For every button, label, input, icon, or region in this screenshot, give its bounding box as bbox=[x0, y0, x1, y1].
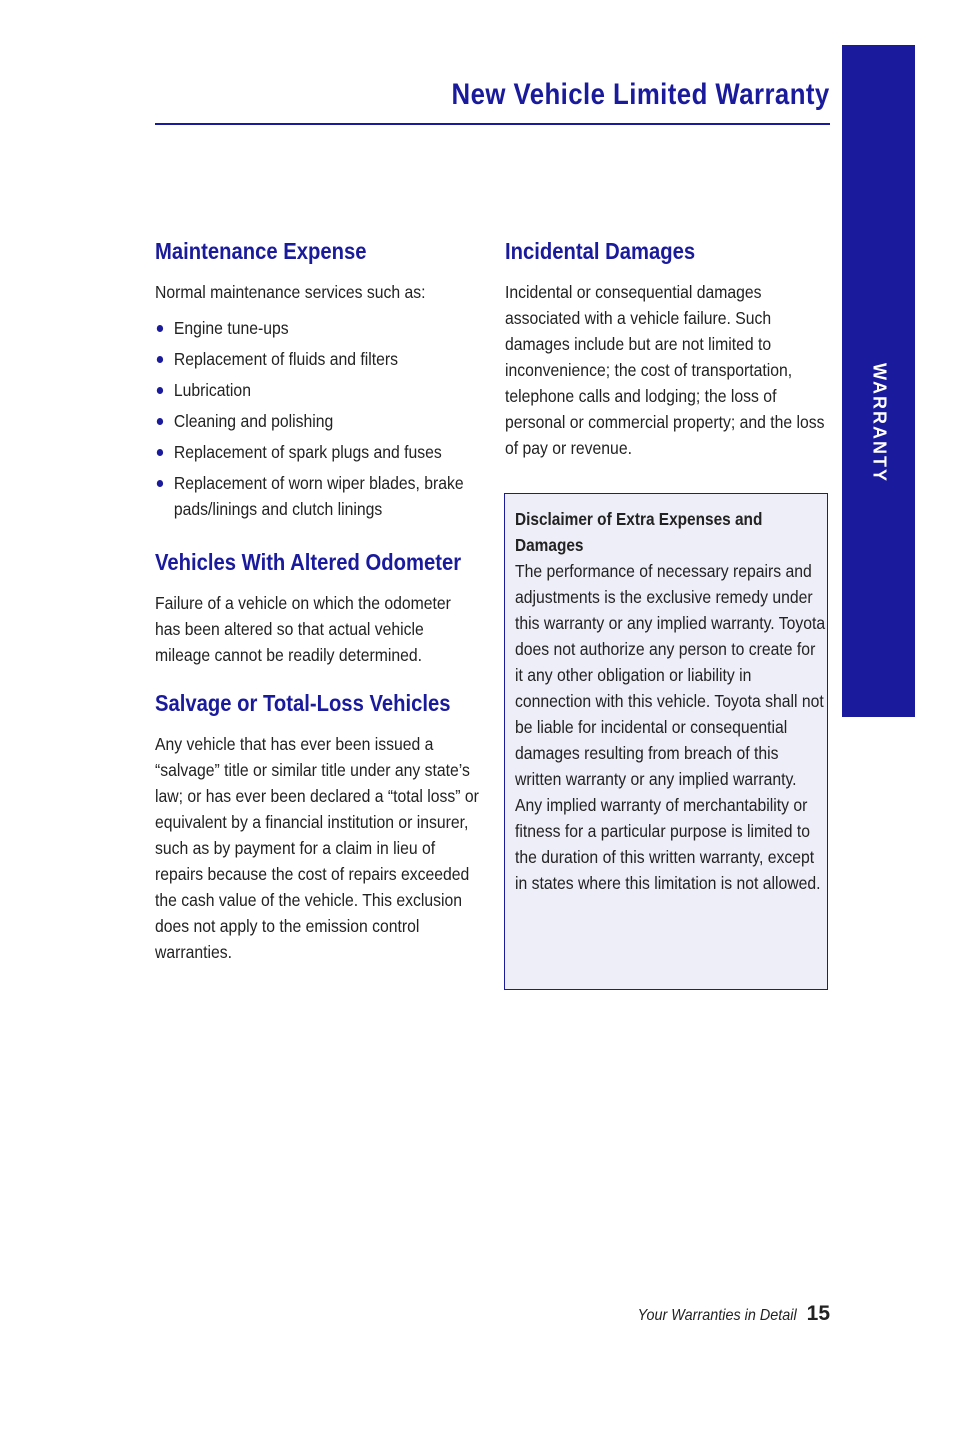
salvage-text: Any vehicle that has ever been issued a “salvage” title or similar title under any state’s law; or has ever been declared a “total loss” or equivalent by a financial institution or insurer, such as by payment for a claim in lieu of repairs because the cost of repairs exceeded the cash value of the vehicle. This exclusion does not apply to the emission control warranties. bbox=[155, 734, 479, 962]
page-title: New Vehicle Limited Warranty bbox=[451, 78, 830, 111]
list-item-text: Replacement of spark plugs and fuses bbox=[173, 442, 442, 462]
odometer-text: Failure of a vehicle on which the odometer has been altered so that actual vehicle mileage cannot be readily determined. bbox=[155, 593, 451, 665]
disclaimer-text: The performance of necessary repairs and adjustments is the exclusive remedy under this warranty or any implied warranty. Toyota does not authorize any person to create for it any other obligation or liability in connection with this vehicle. Toyota shall not be liable for incidental or consequential damages resulting from breach of this written warranty or any implied warranty. Any implied warranty of merchantability or fitness for a particular purpose is limited to the duration of this written warranty, except in states where this limitation is not allowed. bbox=[515, 561, 826, 893]
list-item-text: Engine tune-ups bbox=[173, 318, 289, 338]
section-tab bbox=[842, 45, 915, 717]
list-item-text: Lubrication bbox=[173, 380, 251, 400]
left-column bbox=[155, 238, 480, 965]
section-tab-label: WARRANTY bbox=[869, 363, 889, 483]
list-item bbox=[155, 408, 498, 434]
right-column bbox=[505, 238, 830, 461]
incidental-text: Incidental or consequential damages associated with a vehicle failure. Such damages include but are not limited to inconvenience; the cost of transportation, telephone calls and lodging; the loss of personal or commercial property; and the loss of pay or revenue. bbox=[505, 282, 825, 458]
disclaimer-title: Disclaimer of Extra Expenses and Damages bbox=[515, 509, 763, 555]
odometer-section bbox=[155, 549, 480, 668]
odometer-heading: Vehicles With Altered Odometer bbox=[155, 549, 462, 575]
page-footer bbox=[620, 1302, 830, 1326]
bullet-icon bbox=[157, 356, 163, 363]
bullet-icon bbox=[157, 449, 163, 456]
maintenance-heading: Maintenance Expense bbox=[155, 238, 367, 264]
maintenance-intro: Normal maintenance services such as: bbox=[155, 282, 426, 302]
bullet-icon bbox=[157, 325, 163, 332]
list-item bbox=[155, 470, 498, 522]
page-number: 15 bbox=[806, 1302, 830, 1325]
list-item-text: Replacement of fluids and filters bbox=[173, 349, 399, 369]
list-item-text: Replacement of worn wiper blades, brake pads/linings and clutch linings bbox=[173, 473, 464, 519]
bullet-icon bbox=[157, 418, 163, 425]
bullet-icon bbox=[157, 480, 163, 487]
list-item bbox=[155, 346, 498, 372]
salvage-section bbox=[155, 690, 480, 965]
disclaimer-box bbox=[504, 493, 828, 990]
maintenance-section bbox=[155, 238, 480, 522]
list-item bbox=[155, 315, 498, 341]
maintenance-list bbox=[155, 315, 480, 522]
list-item bbox=[155, 439, 498, 465]
bullet-icon bbox=[157, 387, 163, 394]
incidental-section bbox=[505, 238, 830, 461]
list-item bbox=[155, 377, 498, 403]
title-divider bbox=[155, 123, 830, 125]
salvage-heading: Salvage or Total-Loss Vehicles bbox=[155, 690, 451, 716]
incidental-heading: Incidental Damages bbox=[505, 238, 696, 264]
list-item-text: Cleaning and polishing bbox=[173, 411, 334, 431]
footer-text: Your Warranties in Detail bbox=[637, 1307, 797, 1324]
